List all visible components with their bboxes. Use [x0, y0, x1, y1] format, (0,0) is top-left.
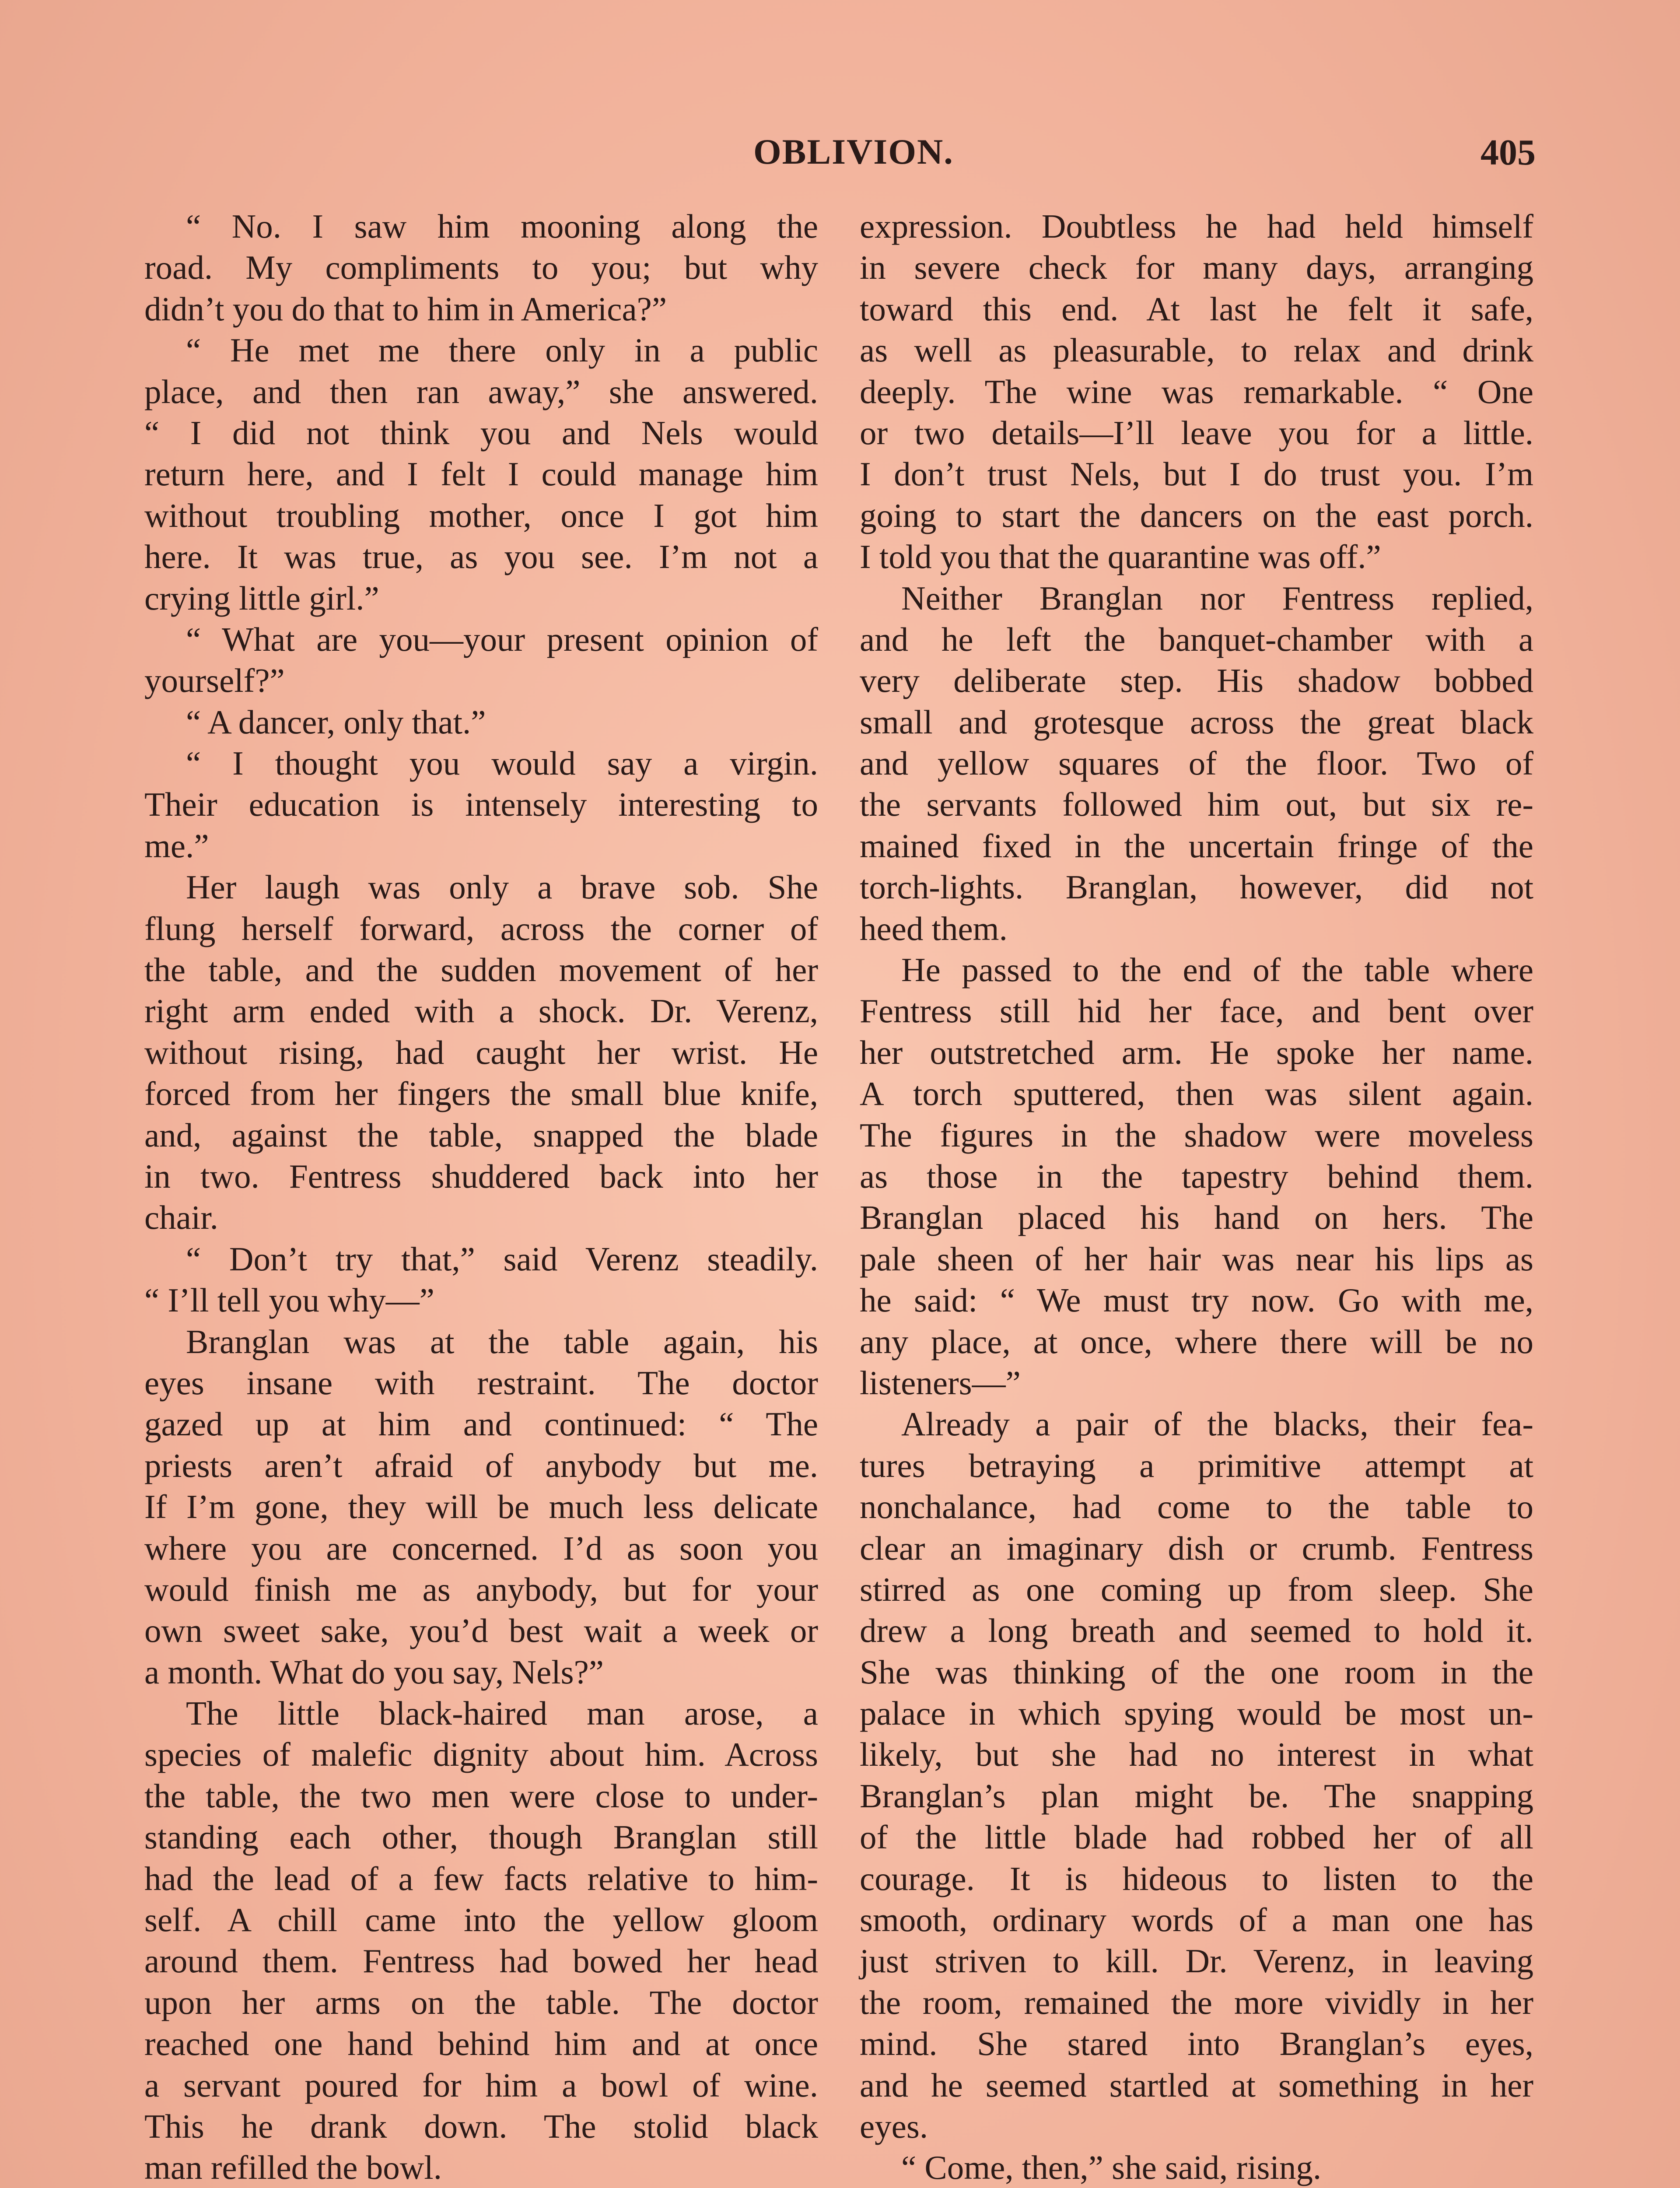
text-line: “ Don’t try that,” said Verenz steadily. [186, 1240, 818, 1278]
text-line: flung herself forward, across the corner of [144, 909, 818, 947]
left-text-column [144, 206, 818, 2188]
text-line: “ I did not think you and Nels would [144, 414, 818, 452]
text-line: or two details—I’ll leave you for a little. [860, 414, 1533, 452]
running-title: OBLIVION. [753, 132, 954, 172]
text-line: “ What are you—your present opinion of [186, 620, 818, 658]
text-line: Her laugh was only a brave sob. She [186, 868, 818, 906]
text-line: chair. [144, 1199, 218, 1237]
text-line: reached one hand behind him and at once [144, 2025, 818, 2063]
text-line: standing each other, though Branglan still [144, 1818, 818, 1856]
text-line: listeners—” [860, 1364, 1021, 1402]
text-line: likely, but she had no interest in what [860, 1736, 1533, 1774]
text-line: the table, the two men were close to under- [144, 1777, 818, 1815]
text-line: “ A dancer, only that.” [186, 703, 486, 741]
text-line: would finish me as anybody, but for your [144, 1570, 818, 1608]
text-line: in severe check for many days, arranging [860, 249, 1533, 287]
text-line: as those in the tapestry behind them. [860, 1157, 1533, 1195]
text-line: and he seemed startled at something in her [860, 2066, 1533, 2104]
text-line: upon her arms on the table. The doctor [144, 1983, 818, 2021]
text-line: Already a pair of the blacks, their fea- [901, 1405, 1533, 1443]
text-line: expression. Doubtless he had held himself [860, 207, 1533, 245]
text-line: as well as pleasurable, to relax and drink [860, 331, 1533, 369]
text-line: me.” [144, 827, 209, 865]
text-line: clear an imaginary dish or crumb. Fentress [860, 1529, 1533, 1567]
text-line: priests aren’t afraid of anybody but me. [144, 1446, 818, 1484]
text-line: going to start the dancers on the east porch. [860, 496, 1533, 534]
text-line: stirred as one coming up from sleep. She [860, 1570, 1533, 1608]
text-line: and, against the table, snapped the blade [144, 1116, 818, 1154]
text-line: in two. Fentress shuddered back into her [144, 1157, 818, 1195]
text-line: This he drank down. The stolid black [144, 2107, 818, 2145]
text-line: “ I thought you would say a virgin. [186, 744, 818, 782]
text-line: without rising, had caught her wrist. He [144, 1033, 818, 1071]
text-line: around them. Fentress had bowed her head [144, 1942, 818, 1980]
text-line: where you are concerned. I’d as soon you [144, 1529, 818, 1567]
text-line: deeply. The wine was remarkable. “ One [860, 372, 1533, 410]
text-line: road. My compliments to you; but why [144, 249, 818, 287]
text-line: nonchalance, had come to the table to [860, 1488, 1533, 1526]
text-line: toward this end. At last he felt it safe, [860, 290, 1533, 328]
text-line: mind. She stared into Branglan’s eyes, [860, 2025, 1533, 2063]
text-line: self. A chill came into the yellow gloom [144, 1901, 818, 1939]
page-number: 405 [1480, 132, 1536, 173]
text-line: heed them. [860, 909, 1008, 947]
text-line: drew a long breath and seemed to hold it. [860, 1612, 1533, 1650]
text-line: yourself?” [144, 662, 285, 700]
text-line: crying little girl.” [144, 579, 379, 617]
text-line: the room, remained the more vividly in her [860, 1983, 1533, 2021]
text-line: She was thinking of the one room in the [860, 1653, 1533, 1691]
text-line: he said: “ We must try now. Go with me, [860, 1281, 1533, 1319]
text-line: Branglan was at the table again, his [186, 1322, 818, 1360]
text-line: Fentress still hid her face, and bent over [860, 992, 1533, 1030]
text-line: palace in which spying would be most un- [860, 1694, 1533, 1732]
text-line: torch-lights. Branglan, however, did not [860, 868, 1533, 906]
text-line: forced from her fingers the small blue knife, [144, 1075, 818, 1113]
text-line: gazed up at him and continued: “ The [144, 1405, 818, 1443]
text-line: without troubling mother, once I got him [144, 496, 818, 534]
text-line: pale sheen of her hair was near his lips as [860, 1240, 1533, 1278]
text-line: very deliberate step. His shadow bobbed [860, 662, 1533, 700]
text-line: a servant poured for him a bowl of wine. [144, 2066, 818, 2104]
text-line: Their education is intensely interesting to [144, 785, 818, 824]
text-line: eyes insane with restraint. The doctor [144, 1364, 818, 1402]
text-line: just striven to kill. Dr. Verenz, in leaving [860, 1942, 1533, 1980]
text-line: and he left the banquet-chamber with a [860, 620, 1533, 658]
text-line: I don’t trust Nels, but I do trust you. I’m [860, 455, 1533, 493]
text-line: “ Come, then,” she said, rising. [901, 2149, 1322, 2187]
text-line: had the lead of a few facts relative to him- [144, 1859, 818, 1897]
text-line: return here, and I felt I could manage him [144, 455, 818, 493]
text-line: of the little blade had robbed her of all [860, 1818, 1533, 1856]
text-line: He passed to the end of the table where [901, 951, 1533, 989]
text-line: “ He met me there only in a public [186, 331, 818, 369]
text-line: “ No. I saw him mooning along the [186, 207, 818, 245]
text-line: own sweet sake, you’d best wait a week or [144, 1612, 818, 1650]
text-line: mained fixed in the uncertain fringe of the [860, 827, 1533, 865]
text-line: Branglan’s plan might be. The snapping [860, 1777, 1533, 1815]
text-line: her outstretched arm. He spoke her name. [860, 1033, 1533, 1071]
text-line: eyes. [860, 2107, 928, 2145]
text-line: smooth, ordinary words of a man one has [860, 1901, 1533, 1939]
text-line: courage. It is hideous to listen to the [860, 1859, 1533, 1897]
text-line: A torch sputtered, then was silent again. [860, 1075, 1533, 1113]
text-line: right arm ended with a shock. Dr. Verenz, [144, 992, 818, 1030]
right-text-column [860, 206, 1533, 2188]
text-line: place, and then ran away,” she answered. [144, 372, 818, 410]
text-line: “ I’ll tell you why—” [144, 1281, 434, 1319]
text-line: a month. What do you say, Nels?” [144, 1653, 604, 1691]
text-line: The figures in the shadow were moveless [860, 1116, 1533, 1154]
page-header [0, 131, 1680, 179]
text-line: here. It was true, as you see. I’m not a [144, 538, 818, 576]
text-line: Branglan placed his hand on hers. The [860, 1199, 1533, 1237]
text-line: any place, at once, where there will be no [860, 1322, 1533, 1360]
text-line: and yellow squares of the floor. Two of [860, 744, 1533, 782]
text-line: The little black-haired man arose, a [186, 1694, 818, 1732]
text-line: I told you that the quarantine was off.” [860, 538, 1381, 576]
text-line: species of malefic dignity about him. Across [144, 1736, 818, 1774]
text-line: man refilled the bowl. [144, 2149, 442, 2187]
text-line: didn’t you do that to him in America?” [144, 290, 667, 328]
text-line: tures betraying a primitive attempt at [860, 1446, 1533, 1484]
text-line: If I’m gone, they will be much less delicate [144, 1488, 818, 1526]
text-line: Neither Branglan nor Fentress replied, [901, 579, 1533, 617]
text-line: the table, and the sudden movement of her [144, 951, 818, 989]
text-line: the servants followed him out, but six re- [860, 785, 1533, 824]
text-line: small and grotesque across the great black [860, 703, 1533, 741]
